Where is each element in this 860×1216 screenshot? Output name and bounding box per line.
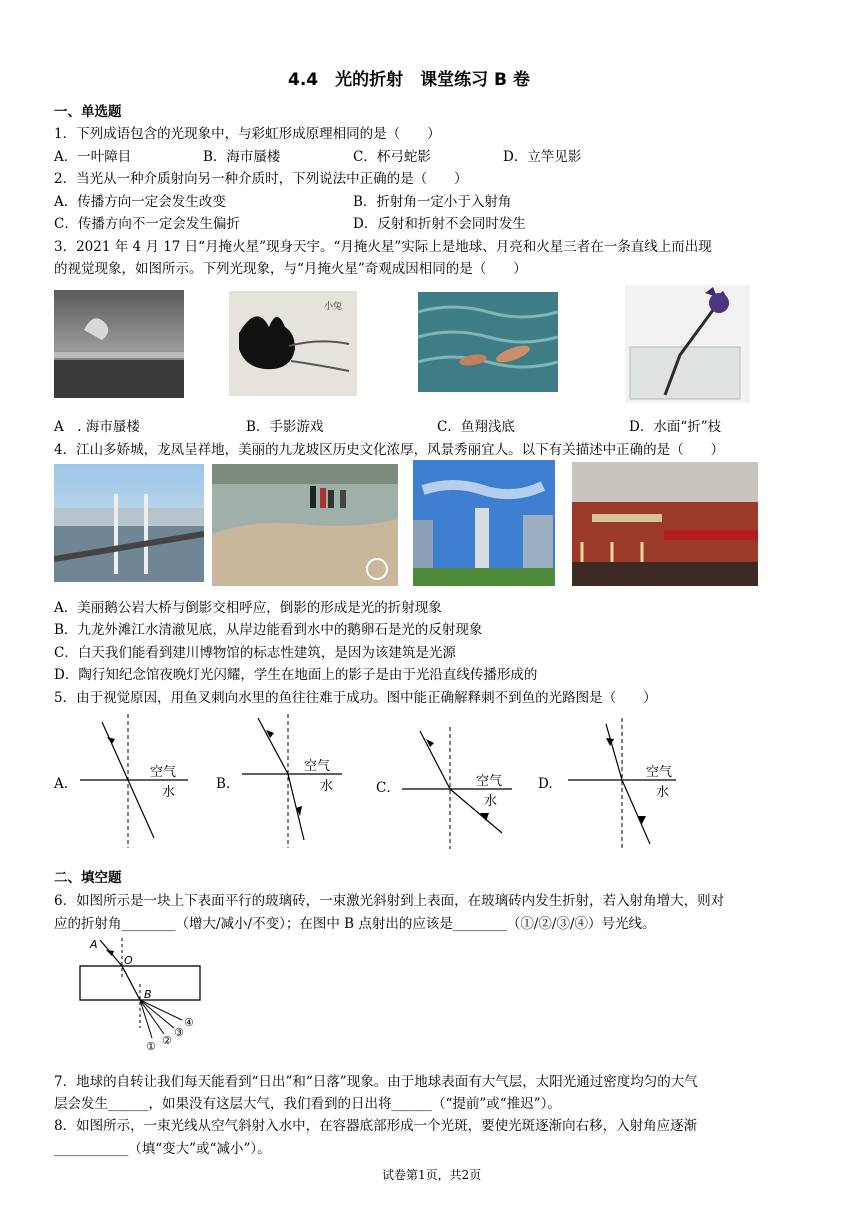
q1-option-a: A．一叶障目 — [54, 149, 132, 165]
q5-b-water: 水 — [320, 779, 334, 794]
photo-bent-stem — [625, 285, 750, 403]
q5-label-b: B. — [216, 776, 231, 792]
section-heading-fill: 二、填空题 — [54, 870, 122, 886]
q6-ray-2: ② — [162, 1034, 172, 1047]
q5-d-water: 水 — [656, 785, 670, 800]
q3-option-a: A . 海市蜃楼 — [54, 419, 140, 435]
q3-stem-line2: 的视觉现象，如图所示。下列光现象，与“月掩火星”奇观成因相同的是（ ） — [54, 261, 527, 277]
q6-ray-3: ③ — [174, 1026, 184, 1039]
photo-mirage — [54, 290, 184, 398]
q1-stem: 1．下列成语包含的光现象中，与彩虹形成原理相同的是（ ） — [54, 126, 441, 142]
q1-option-b: B．海市蜃楼 — [203, 149, 281, 165]
q5-label-d: D. — [538, 776, 553, 792]
photo-memorial-hall — [572, 462, 758, 586]
q4-option-d: D．陶行知纪念馆夜晚灯光闪耀，学生在地面上的影子是由于光沿直线传播形成的 — [54, 667, 538, 683]
q5-stem: 5．由于视觉原因，用鱼叉刺向水里的鱼往往难于成功。图中能正确解释刺不到鱼的光路图是（ ） — [54, 690, 657, 706]
q6-point-o: O — [124, 954, 133, 967]
q5-diagram-b — [238, 712, 358, 850]
q5-diagram-a — [76, 712, 196, 850]
q4-option-b: B．九龙外滩江水清澈见底，从岸边能看到水中的鹅卵石是光的反射现象 — [54, 622, 483, 638]
q5-diagram-d — [566, 716, 686, 852]
q6-ray-4: ④ — [184, 1016, 194, 1029]
q8-stem-line2: ___________（填“变大”或“减小”）。 — [54, 1141, 271, 1157]
q1-option-c: C．杯弓蛇影 — [353, 149, 431, 165]
q2-option-c: C．传播方向不一定会发生偏折 — [54, 216, 240, 232]
q2-option-a: A．传播方向一定会发生改变 — [54, 194, 226, 210]
q2-option-b: B．折射角一定小于入射角 — [353, 194, 512, 210]
q5-label-a: A. — [54, 776, 69, 792]
q4-stem: 4．江山多娇城，龙凤呈祥地，美丽的九龙坡区历史文化浓厚，风景秀丽宜人。以下有关描述中正确的是（ ） — [54, 442, 725, 458]
q3-option-d: D．水面“折”枝 — [629, 419, 722, 435]
q5-b-air: 空气 — [304, 759, 331, 774]
q1-option-d: D．立竿见影 — [503, 149, 582, 165]
q5-a-water: 水 — [162, 785, 176, 800]
photo-fish — [418, 292, 558, 392]
photo-hand-label: 小兔 — [324, 302, 343, 312]
q3-stem-line1: 3．2021 年 4 月 17 日“月掩火星”现身天宇。“月掩火星”实际上是地球、月亮和火星三者在一条直线上而出现 — [54, 239, 712, 255]
photo-hand-shadow — [229, 291, 357, 396]
q2-option-d: D．反射和折射不会同时发生 — [353, 216, 526, 232]
q4-option-c: C．白天我们能看到建川博物馆的标志性建筑，是因为该建筑是光源 — [54, 645, 456, 661]
section-heading-single: 一、单选题 — [54, 104, 122, 120]
q6-glass-brick-diagram — [74, 936, 214, 1056]
q3-option-b: B．手影游戏 — [246, 419, 324, 435]
photo-bridge — [54, 464, 204, 582]
page-title: 4.4 光的折射 课堂练习 B 卷 — [288, 70, 530, 90]
q7-stem-line2: 层会发生______，如果没有这层大气，我们看到的日出将______（“提前”或“推迟”）。 — [54, 1096, 561, 1112]
q5-diagram-c — [400, 725, 515, 851]
q7-stem-line1: 7．地球的自转让我们每天能看到“日出”和“日落”现象。由于地球表面有大气层，太阳光通过密度均匀的大气 — [54, 1074, 698, 1090]
q6-point-b: B — [144, 988, 152, 1001]
q8-stem-line1: 8．如图所示，一束光线从空气斜射入水中，在容器底部形成一个光斑，要使光斑逐渐向右移，入射角应逐渐 — [54, 1118, 698, 1134]
q6-ray-1: ① — [146, 1040, 156, 1053]
q5-a-air: 空气 — [150, 765, 177, 780]
q6-point-a: A — [90, 938, 98, 951]
q5-c-water: 水 — [484, 794, 498, 809]
q4-option-a: A．美丽鹅公岩大桥与倒影交相呼应，倒影的形成是光的折射现象 — [54, 600, 442, 616]
q5-d-air: 空气 — [646, 765, 673, 780]
q6-stem-line1: 6．如图所示是一块上下表面平行的玻璃砖，一束激光斜射到上表面，在玻璃砖内发生折射，若入射角增大，则对 — [54, 893, 725, 909]
q6-stem-line2: 应的折射角________（增大/减小/不变）；在图中 B 点射出的应该是________（①/②/③/④）号光线。 — [54, 916, 656, 932]
page-footer: 试卷第1页，共2页 — [382, 1168, 482, 1182]
photo-museum-landmark — [413, 460, 555, 586]
photo-riverbank — [212, 464, 398, 586]
q2-stem: 2．当光从一种介质射向另一种介质时，下列说法中正确的是（ ） — [54, 171, 468, 187]
q5-c-air: 空气 — [476, 774, 503, 789]
q3-option-c: C．鱼翔浅底 — [437, 419, 515, 435]
q5-label-c: C． — [376, 780, 400, 796]
